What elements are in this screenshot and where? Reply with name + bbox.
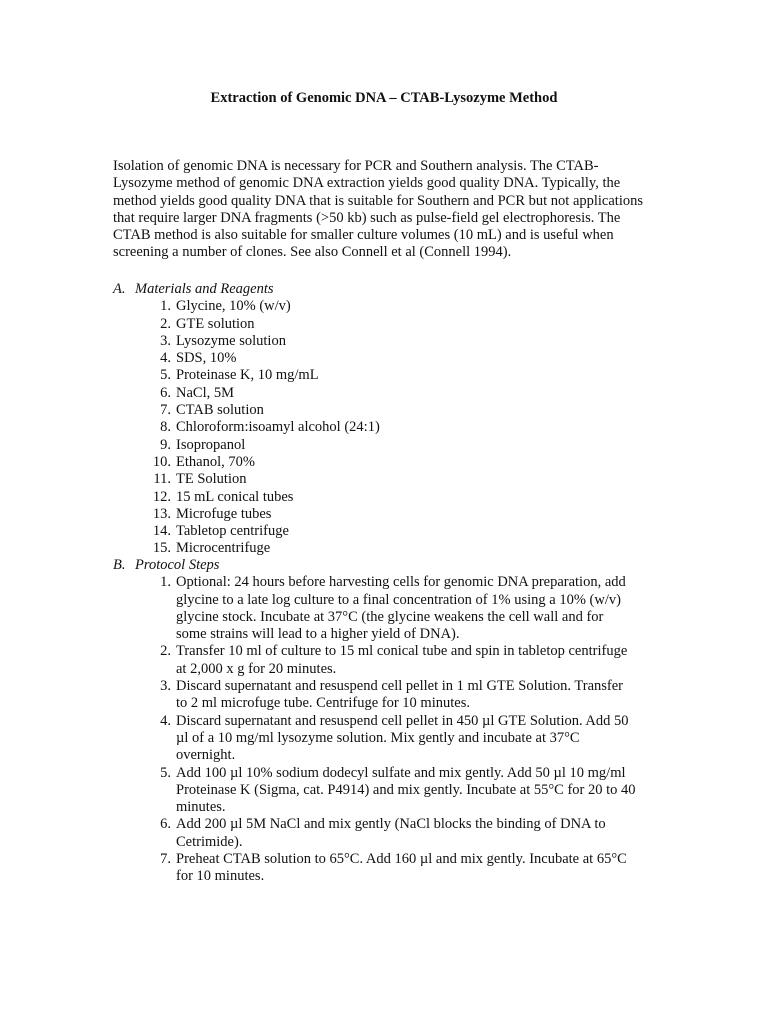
list-item: [113, 333, 653, 350]
materials-section: [113, 281, 653, 558]
step-text: Transfer 10 ml of culture to 15 ml conical tube and spin in tabletop centrifuge at 2,000 x g for 20 minutes.: [176, 643, 628, 677]
list-item: [113, 298, 653, 315]
step-text: Preheat CTAB solution to 65°C. Add 160 µl and mix gently. Incubate at 65°C for 10 minutes.: [176, 851, 627, 885]
list-item: [113, 471, 653, 488]
item-text: CTAB solution: [176, 402, 264, 419]
item-text: Lysozyme solution: [176, 332, 286, 349]
list-item: [113, 402, 653, 419]
protocol-heading-text: Protocol Steps: [135, 557, 220, 573]
step-number: 1.: [160, 574, 171, 591]
item-number: 6.: [160, 384, 171, 401]
list-item: [113, 643, 653, 678]
list-item: [113, 350, 653, 367]
item-text: Proteinase K, 10 mg/mL: [176, 367, 319, 384]
list-item: [113, 437, 653, 454]
protocol-section: [113, 557, 653, 886]
list-item: [113, 385, 653, 402]
list-item: [113, 540, 653, 557]
item-number: 10.: [152, 453, 171, 470]
item-number: 4.: [160, 350, 171, 367]
item-number: 8.: [160, 419, 171, 436]
step-text: Optional: 24 hours before harvesting cells for genomic DNA preparation, add glycine to a late log culture to a final concentration of 1% using a 10% (w/v) glycine stock. Incubate at 37°C (the glycine weakens the cell wall and for some strains will lead to a higher yield of DNA).: [176, 574, 626, 643]
item-text: Tabletop centrifuge: [176, 523, 289, 540]
protocol-letter: B.: [113, 557, 126, 573]
step-number: 5.: [160, 764, 171, 781]
list-item: [113, 765, 653, 817]
item-text: TE Solution: [176, 471, 247, 488]
item-text: Ethanol, 70%: [176, 453, 255, 470]
document-title: Extraction of Genomic DNA – CTAB-Lysozyme Method: [210, 90, 558, 106]
item-number: 7.: [160, 402, 171, 419]
materials-heading-text: Materials and Reagents: [135, 281, 274, 297]
list-item: [113, 713, 653, 765]
item-text: Microcentrifuge: [176, 540, 271, 557]
item-number: 5.: [160, 367, 171, 384]
step-number: 3.: [160, 678, 171, 695]
item-number: 15.: [152, 540, 171, 557]
step-text: Add 100 µl 10% sodium dodecyl sulfate and mix gently. Add 50 µl 10 mg/ml Proteinase K (Sigma, cat. P4914) and mix gently. Incubate at 55°C for 20 to 40 minutes.: [176, 764, 636, 816]
list-item: [113, 523, 653, 540]
step-number: 4.: [160, 712, 171, 729]
list-item: [113, 574, 653, 643]
step-number: 2.: [160, 643, 171, 660]
step-text: Discard supernatant and resuspend cell pellet in 1 ml GTE Solution. Transfer to 2 ml microfuge tube. Centrifuge for 10 minutes.: [176, 678, 623, 712]
step-text: Discard supernatant and resuspend cell pellet in 450 µl GTE Solution. Add 50 µl of a 10 mg/ml lysozyme solution. Mix gently and incubate at 37°C overnight.: [176, 712, 629, 764]
item-text: GTE solution: [176, 315, 255, 332]
step-number: 6.: [160, 816, 171, 833]
protocol-heading: [113, 557, 653, 574]
item-number: 11.: [153, 471, 171, 488]
materials-list: [113, 298, 653, 557]
list-item: [113, 316, 653, 333]
list-item: [113, 419, 653, 436]
step-text: Add 200 µl 5M NaCl and mix gently (NaCl blocks the binding of DNA to Cetrimide).: [176, 816, 606, 850]
item-number: 12.: [152, 488, 171, 505]
materials-letter: A.: [113, 281, 126, 297]
list-item: [113, 851, 653, 886]
item-text: Microfuge tubes: [176, 505, 272, 522]
list-item: [113, 454, 653, 471]
item-number: 2.: [160, 315, 171, 332]
item-number: 9.: [160, 436, 171, 453]
materials-heading: [113, 281, 653, 298]
item-text: Glycine, 10% (w/v): [176, 298, 291, 315]
item-number: 14.: [152, 523, 171, 540]
item-number: 1.: [160, 298, 171, 315]
item-number: 13.: [152, 505, 171, 522]
list-item: [113, 506, 653, 523]
item-number: 3.: [160, 332, 171, 349]
item-text: NaCl, 5M: [176, 384, 234, 401]
item-text: 15 mL conical tubes: [176, 488, 294, 505]
list-item: [113, 816, 653, 851]
list-item: [113, 367, 653, 384]
list-item: [113, 678, 653, 713]
protocol-list: [113, 574, 653, 885]
item-text: SDS, 10%: [176, 350, 237, 367]
item-text: Chloroform:isoamyl alcohol (24:1): [176, 419, 380, 436]
step-number: 7.: [160, 851, 171, 868]
intro-paragraph: Isolation of genomic DNA is necessary for PCR and Southern analysis. The CTAB-Lysozyme method of genomic DNA extraction yields good quality DNA. Typically, the method yields good quality DNA that is suitable for Southern and PCR but not applications that require larger DNA fragments (>50 kb) such as pulse-field gel electrophoresis. The CTAB method is also suitable for smaller culture volumes (10 mL) and is useful when screening a number of clones. See also Connell et al (Connell 1994).: [113, 158, 644, 261]
list-item: [113, 489, 653, 506]
item-text: Isopropanol: [176, 436, 246, 453]
